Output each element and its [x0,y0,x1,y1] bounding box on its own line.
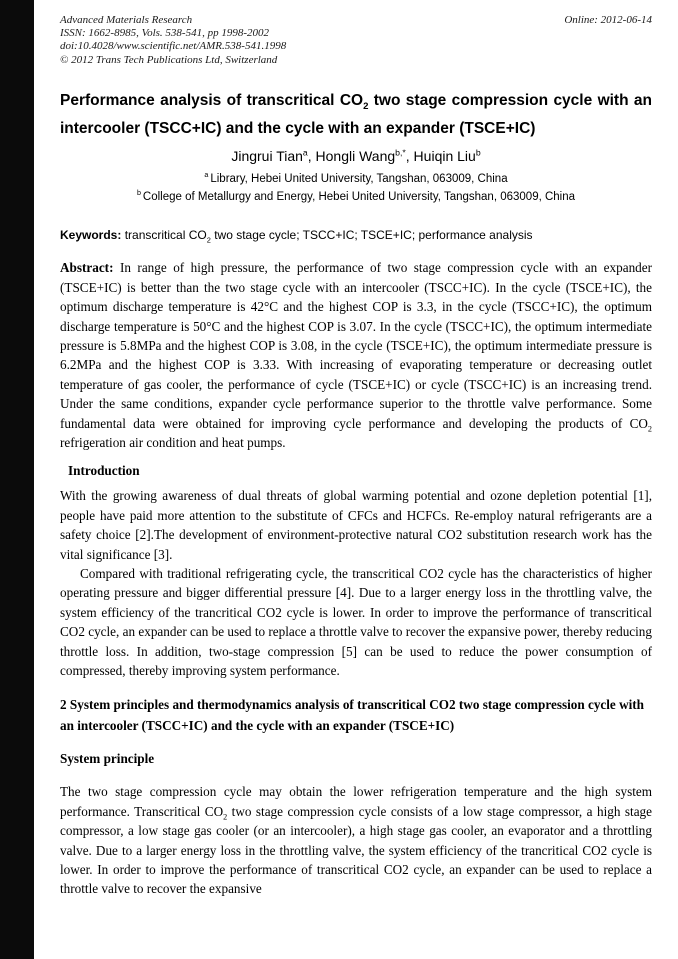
publication-header [60,14,652,67]
abstract-text: In range of high pressure, the performance of two stage compression cycle with an expander (TSCE+IC) is better than the two stage cycle with an intercooler (TSCC+IC). In the cycle (TSCE+IC), the optimum discharge temperature is 42°C and the highest COP is 3.3, in the cycle (TSCC+IC), the optimum discharge temperature is 50°C and the highest COP is 3.07. In the cycle (TSCC+IC), the optimum intermediate pressure is 5.8MPa and the highest COP is 3.08, in the cycle (TSCE+IC), the optimum intermediate pressure is 6.2MPa and the highest COP is 3.33. With increasing of evaporating temperature or decreasing outlet temperature of gas cooler, the performance of cycle (TSCE+IC) or cycle (TSCC+IC) is an increasing trend. Under the same conditions, expander cycle performance superior to the throttle valve performance. Some fundamental data were obtained for improving cycle performance and developing the products of $CO_2$ refrigeration air condition and heat pumps. [60,260,652,450]
affiliation-b: $^b$ College of Metallurgy and Energy, Hebei United University, Tangshan, 063009, China [136,189,576,204]
scan-edge-artifact [0,0,34,959]
copyright-line: © 2012 Trans Tech Publications Ltd, Switzerland [60,53,278,66]
intro-paragraph-1: With the growing awareness of dual threats of global warming potential and ozone depletion potential [1], people have paid more attention to the substitute of CFCs and HCFCs. Re-employ natural refrigerants are a safety choice [2].The development of environment-protective natural CO2 substitution research work has the vital significance [3]. [60,488,652,562]
doi-line: doi:10.4028/www.scientific.net/AMR.538-541.1998 [60,40,287,53]
online-date: Online: 2012-06-14 [564,14,652,26]
abstract [60,258,652,452]
abstract-label: Abstract: [60,260,114,276]
introduction-heading: Introduction [68,463,140,479]
paper-page [34,0,678,959]
keywords-text: transcritical $CO_2$ two stage cycle; TSCC+IC; TSCE+IC; performance analysis [121,228,533,245]
system-principle-paragraph: The two stage compression cycle may obtain the lower refrigeration temperature and the high system performance. Transcritical $CO_2$ two stage compression cycle consists of a low stage compressor, a high stage compressor, a low stage gas cooler (or an intercooler), a high stage gas cooler, an evaporator and a throttling valve. Due to a larger energy loss in the throttling valve, the system efficiency of the trancritical CO2 cycle is lower. In order to improve the performance of transcritical CO2 cycle, an expander can be used to replace a throttle valve to recover the expansive [60,784,652,897]
section2-heading: 2 System principles and thermodynamics analysis of transcritical CO2 two stage compression cycle with an intercooler (TSCC+IC) and the cycle with an expander (TSCE+IC) [60,697,644,733]
affiliation-a: $^a$ Library, Hebei United University, Tangshan, 063009, China [204,171,508,186]
keywords-line [60,227,652,243]
authors-line: Jingrui Tian$^a$, Hongli Wang$^{b,*}$, Huiqin Liu$^b$ [231,147,481,165]
paper-title: Performance analysis of transcritical $CO_2$ two stage compression cycle with an intercooler (TSCC+IC) and the cycle with an expander (TSCE+IC) [60,91,652,138]
publication-info [60,14,286,67]
keywords-label: Keywords: [60,228,122,243]
system-principle-heading: System principle [60,751,155,767]
intro-paragraph-2: Compared with traditional refrigerating cycle, the transcritical CO2 cycle has the characteristics of higher operating pressure and bigger differential pressure [4]. Due to a larger energy loss in the throttling valve, the system efficiency of the trancritical CO2 cycle is lower. In order to improve the performance of transcritical CO2 cycle, an expander can be used to replace a throttle valve to recover the expansive power, thereby reducing throttle loss. In addition, two-stage compression [5] can be used to reduce the power consumption of compressed, thereby improving system performance. [60,565,652,678]
issn-line: ISSN: 1662-8985, Vols. 538-541, pp 1998-2002 [60,27,269,40]
journal-name: Advanced Materials Research [60,14,193,26]
